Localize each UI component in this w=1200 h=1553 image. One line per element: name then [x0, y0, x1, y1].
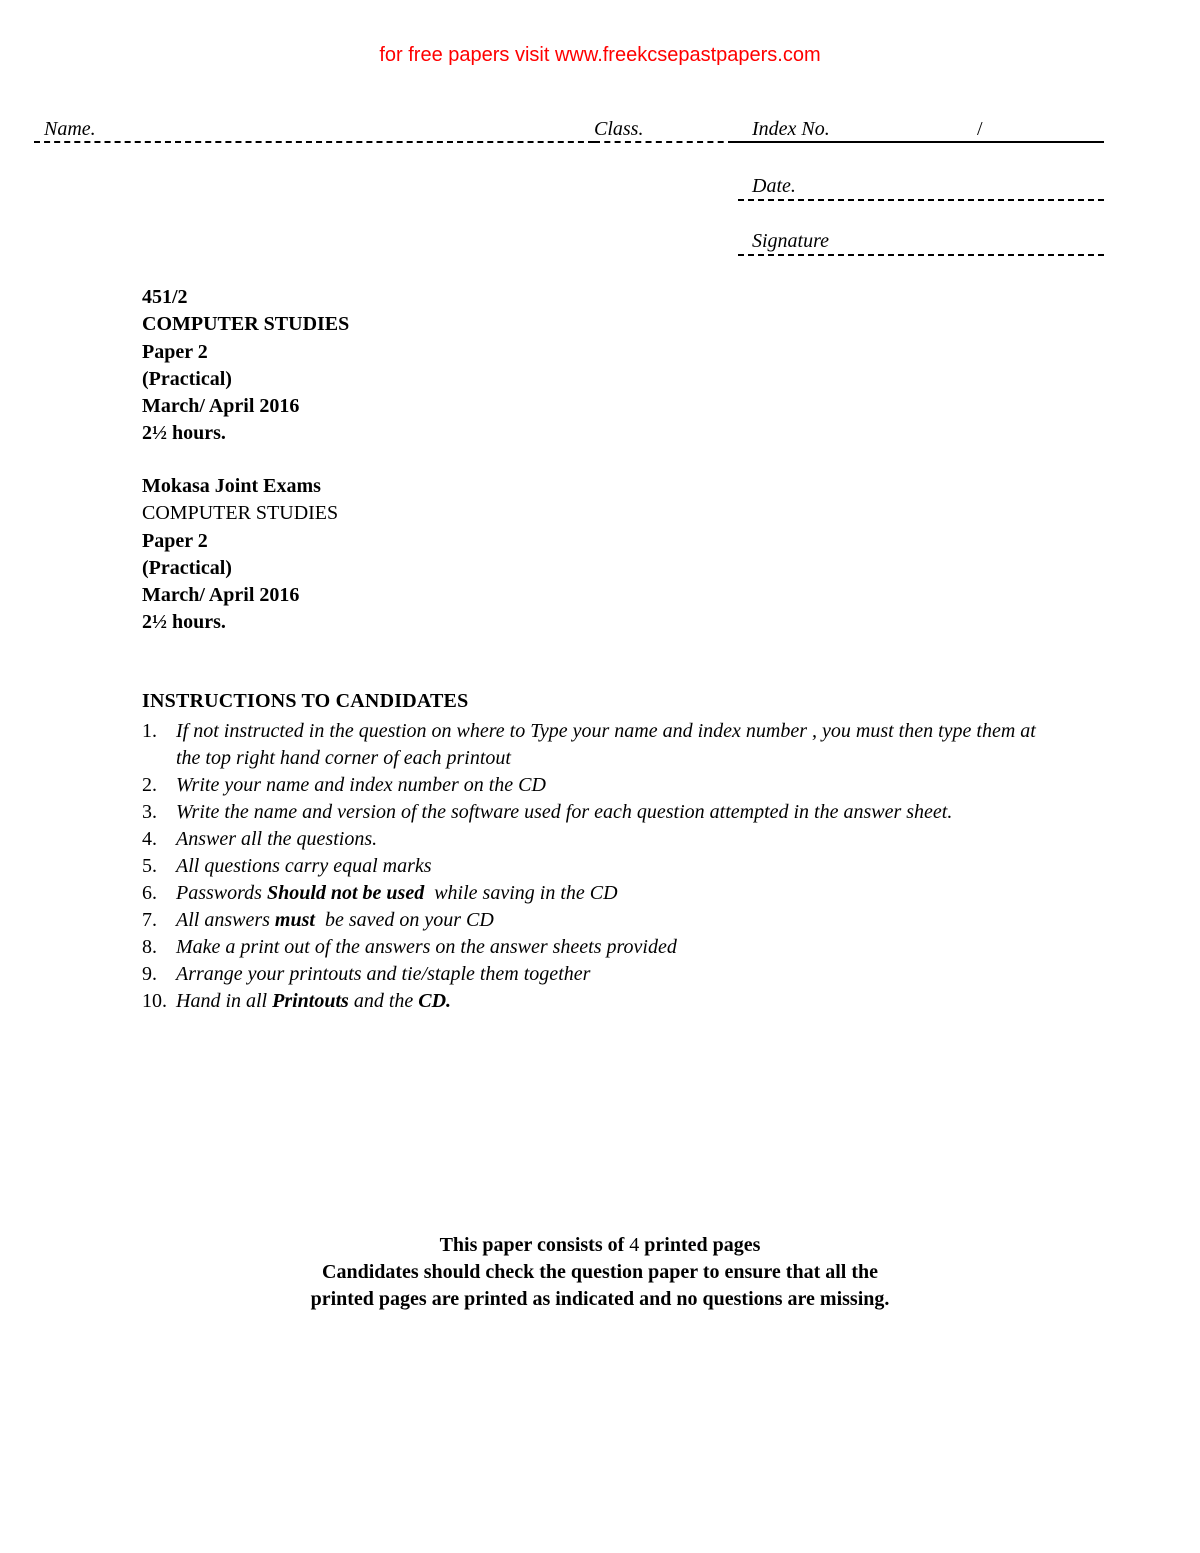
footer-line-2: Candidates should check the question paper to ensure that all the: [322, 1261, 878, 1283]
watermark-link[interactable]: for free papers visit www.freekcsepastpapers.com: [379, 44, 821, 66]
instructions-heading: INSTRUCTIONS TO CANDIDATES: [142, 690, 469, 712]
list-item: 7. All answers must be saved on your CD: [142, 909, 494, 931]
list-item: 5. All questions carry equal marks: [142, 855, 432, 877]
exam-duration: 2½ hours.: [142, 422, 226, 445]
exam-name: Mokasa Joint Exams: [142, 475, 321, 497]
paper-type-2: (Practical): [142, 556, 232, 579]
exam-date: March/ April 2016: [142, 395, 300, 418]
exam-date-2: March/ April 2016: [142, 584, 300, 607]
page-count-notice: [0, 1232, 1200, 1313]
signature-label: Signature: [752, 230, 830, 252]
exam-details-block: [142, 473, 338, 637]
list-item: 4. Answer all the questions.: [142, 828, 378, 850]
subject-title: COMPUTER STUDIES: [142, 313, 350, 336]
name-field-line[interactable]: [34, 141, 594, 143]
date-field-line[interactable]: [738, 199, 1104, 201]
list-item: 1. If not instructed in the question on where to Type your name and index number , you must then type them at the top right hand corner of each printout: [142, 720, 1036, 769]
index-label: Index No.: [752, 118, 830, 140]
emphasis: Printouts: [272, 990, 349, 1012]
list-item: 8. Make a print out of the answers on the answer sheets provided: [142, 936, 677, 958]
paper-details-block: [142, 284, 349, 448]
list-item: 2. Write your name and index number on the CD: [142, 774, 546, 796]
list-item: 6. Passwords Should not be used while saving in the CD: [142, 882, 618, 904]
paper-number: Paper 2: [142, 340, 208, 363]
footer-line-1: This paper consists of 4 printed pages: [439, 1234, 761, 1256]
class-label: Class.: [594, 118, 644, 140]
name-label: Name.: [44, 118, 96, 140]
emphasis: CD.: [418, 990, 452, 1012]
list-item: 9. Arrange your printouts and tie/staple them together: [142, 963, 591, 985]
footer-line-3: printed pages are printed as indicated and no questions are missing.: [310, 1288, 890, 1310]
instructions-list: [142, 718, 1042, 1015]
emphasis: must: [274, 909, 315, 931]
paper-type: (Practical): [142, 367, 232, 390]
subject-title-2: COMPUTER STUDIES: [142, 502, 339, 525]
paper-number-2: Paper 2: [142, 529, 208, 552]
index-separator: /: [977, 118, 983, 140]
paper-code: 451/2: [142, 286, 188, 308]
index-field-line[interactable]: [734, 141, 1104, 143]
signature-field-line[interactable]: [738, 254, 1104, 256]
list-item: 3. Write the name and version of the software used for each question attempted in the answer sheet.: [142, 801, 953, 823]
exam-duration-2: 2½ hours.: [142, 611, 226, 634]
emphasis: Should not be used: [266, 882, 425, 904]
date-label: Date.: [752, 175, 796, 197]
class-field-line[interactable]: [594, 141, 734, 143]
list-item: 10. Hand in all Printouts and the CD.: [142, 990, 452, 1012]
